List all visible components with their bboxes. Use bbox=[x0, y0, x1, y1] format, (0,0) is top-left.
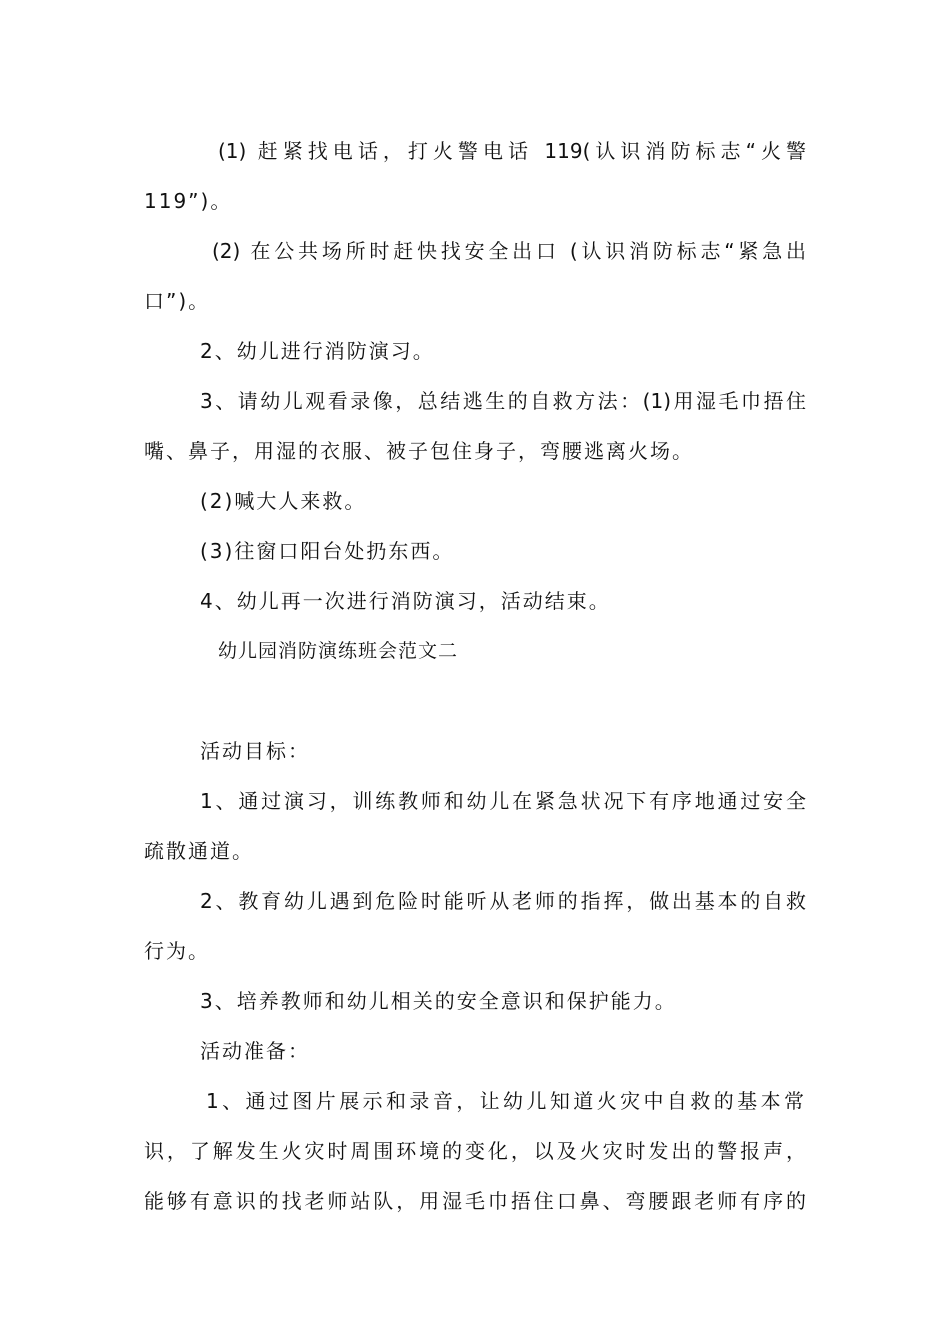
paragraph-line: (2)喊大人来救。 bbox=[200, 489, 367, 513]
paragraph-line: 2、教育幼儿遇到危险时能听从老师的指挥，做出基本的自救 bbox=[200, 889, 806, 913]
section-heading: 幼儿园消防演练班会范文二 bbox=[218, 640, 459, 662]
paragraph-line: 1、通过图片展示和录音，让幼儿知道火灾中自救的基本常 bbox=[206, 1089, 804, 1113]
paragraph-line: (2) 在公共场所时赶快找安全出口 (认识消防标志“紧急出 bbox=[212, 239, 806, 263]
paragraph-line: 3、培养教师和幼儿相关的安全意识和保护能力。 bbox=[200, 989, 677, 1013]
paragraph-line: (1) 赶紧找电话，打火警电话 119(认识消防标志“火警 bbox=[218, 139, 806, 163]
paragraph-line: 行为。 bbox=[144, 939, 210, 963]
paragraph-line: (3)往窗口阳台处扔东西。 bbox=[200, 539, 455, 563]
paragraph-line: 4、幼儿再一次进行消防演习，活动结束。 bbox=[200, 589, 611, 613]
paragraph-line: 能够有意识的找老师站队，用湿毛巾捂住口鼻、弯腰跟老师有序的 bbox=[144, 1189, 806, 1213]
paragraph-line: 3、请幼儿观看录像，总结逃生的自救方法：(1)用湿毛巾捂住 bbox=[200, 389, 806, 413]
paragraph-line: 2、幼儿进行消防演习。 bbox=[200, 339, 435, 363]
paragraph-line: 口”)。 bbox=[144, 289, 211, 313]
paragraph-line: 疏散通道。 bbox=[144, 839, 254, 863]
paragraph-line: 活动目标： bbox=[200, 739, 310, 763]
paragraph-line: 嘴、鼻子，用湿的衣服、被子包住身子，弯腰逃离火场。 bbox=[144, 439, 694, 463]
paragraph-line: 119”)。 bbox=[144, 189, 233, 213]
paragraph-line: 1、通过演习，训练教师和幼儿在紧急状况下有序地通过安全 bbox=[200, 789, 806, 813]
paragraph-line: 活动准备： bbox=[200, 1039, 310, 1063]
paragraph-line: 识，了解发生火灾时周围环境的变化，以及火灾时发出的警报声， bbox=[144, 1139, 806, 1163]
